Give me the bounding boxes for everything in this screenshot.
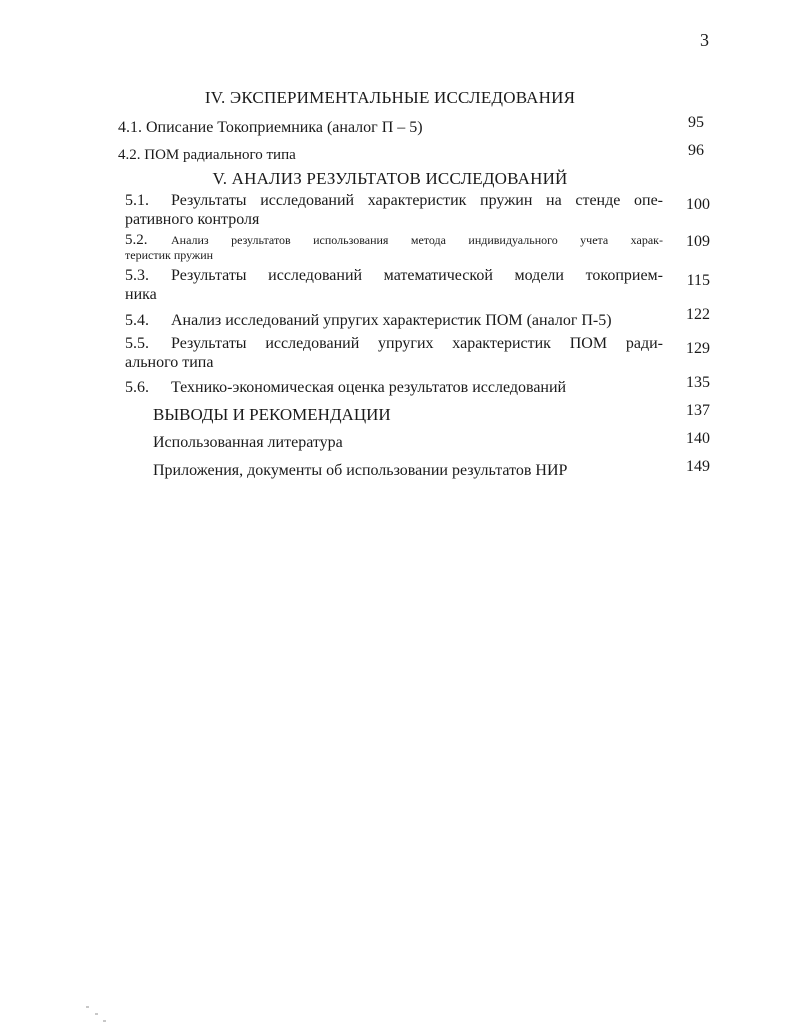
toc-entry-line [125, 311, 663, 330]
toc-entry-text: Анализ исследований упругих характеристик ПОМ (аналог П-5) [171, 312, 612, 329]
toc-entry-appendices: Приложения, документы об использовании результатов НИР [153, 462, 568, 479]
toc-page-5-2: 109 [686, 233, 710, 250]
toc-page-4-2: 96 [688, 142, 704, 159]
toc-entry-text: Технико-экономическая оценка результатов исследований [171, 379, 567, 396]
toc-entry-number: 5.3. [125, 267, 149, 284]
toc-entry-number: 5.5. [125, 335, 149, 352]
toc-entry-number: 5.1. [125, 192, 149, 209]
toc-entry-line [125, 266, 663, 285]
page-number: 3 [700, 30, 709, 50]
toc-entry-conclusions: ВЫВОДЫ И РЕКОМЕНДАЦИИ [153, 405, 391, 424]
toc-entry-continuation: ративного контроля [125, 211, 260, 228]
toc-entry-5-2 [125, 233, 663, 263]
toc-entry-text: Результаты исследований математической модели токоприем- [171, 267, 663, 284]
toc-entry-continuation: теристик пружин [125, 248, 214, 262]
toc-entry-line [125, 334, 663, 353]
toc-entry-continuation: ника [125, 286, 157, 303]
toc-entry-text: Результаты исследований упругих характеристик ПОМ ради- [171, 335, 663, 352]
toc-entry-5-5 [125, 334, 663, 372]
toc-page-5-1: 100 [686, 196, 710, 213]
section-heading-v: V. АНАЛИЗ РЕЗУЛЬТАТОВ ИССЛЕДОВАНИЙ [212, 169, 568, 188]
toc-page-5-4: 122 [686, 306, 710, 323]
toc-entry-4-2: 4.2. ПОМ радиального типа [118, 147, 296, 163]
toc-entry-5-6 [125, 378, 663, 397]
toc-entry-number: 5.6. [125, 379, 149, 396]
toc-entry-number: 5.2. [125, 232, 148, 248]
scan-speck [103, 1020, 106, 1022]
toc-entry-line [125, 233, 663, 248]
scan-speck [95, 1013, 98, 1015]
toc-entry-text: Анализ результатов использования метода индивидуального учета харак- [171, 233, 663, 247]
toc-page-appendices: 149 [686, 458, 710, 475]
toc-entry-number: 5.4. [125, 312, 149, 329]
toc-page-5-5: 129 [686, 340, 710, 357]
toc-entry-continuation: ального типа [125, 354, 214, 371]
toc-entry-line [125, 378, 663, 397]
toc-page-5-3: 115 [686, 272, 710, 289]
toc-entry-references: Использованная литература [153, 434, 343, 451]
toc-entry-5-4 [125, 311, 663, 330]
scan-speck [86, 1006, 89, 1008]
toc-page-conclusions: 137 [686, 402, 710, 419]
toc-entry-4-1: 4.1. Описание Токоприемника (аналог П – 5) [118, 119, 423, 136]
toc-entry-text: Результаты исследований характеристик пружин на стенде опе- [171, 192, 663, 209]
section-heading-iv: IV. ЭКСПЕРИМЕНТАЛЬНЫЕ ИССЛЕДОВАНИЯ [204, 88, 576, 107]
toc-page-references: 140 [686, 430, 710, 447]
toc-entry-5-3 [125, 266, 663, 304]
toc-entry-line [125, 191, 663, 210]
toc-page-5-6: 135 [686, 374, 710, 391]
toc-page-4-1: 95 [688, 114, 704, 131]
toc-entry-5-1 [125, 191, 663, 229]
